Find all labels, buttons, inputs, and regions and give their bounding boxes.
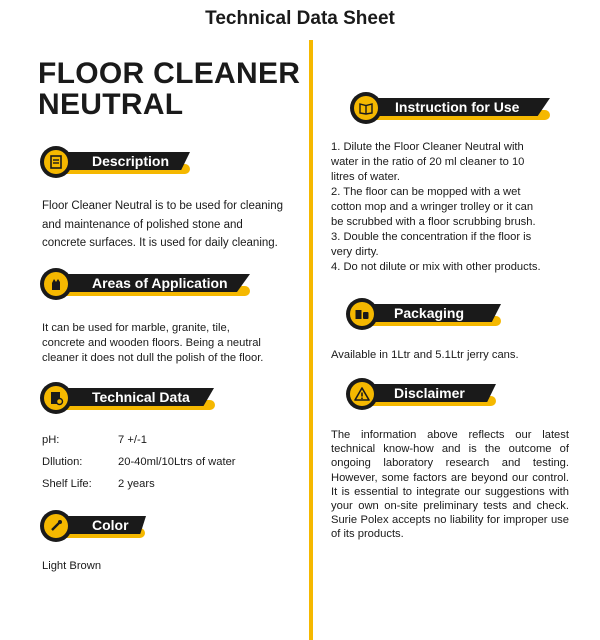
glove-icon	[48, 276, 64, 292]
description-text	[42, 197, 283, 253]
book-icon	[358, 100, 374, 116]
technical-label: pH:	[42, 434, 60, 446]
technical-label: Shelf Life:	[42, 478, 92, 490]
areas-line: cleaner it does not dull the polish of the floor.	[42, 352, 264, 364]
disclaimer-text: The information above reflects our latest technical know-how and is the outcome of ongoing laboratory research and testing. However, some factors are beyond our control. It is essential to integrate our suggestions with your own on-site preliminary tests and check. Surie Polex accepts no liability for improper use of its products.	[331, 429, 569, 541]
packaging-badge	[346, 298, 378, 330]
warning-icon	[354, 386, 370, 402]
instruction-line: litres of water.	[331, 171, 401, 183]
areas-heading: Areas of Application	[92, 275, 228, 291]
instructions-header	[350, 92, 550, 124]
areas-text	[42, 321, 263, 366]
description-heading: Description	[92, 153, 170, 169]
product-title-line-2: NEUTRAL	[38, 88, 184, 121]
datasheet-icon	[48, 390, 64, 406]
document-icon	[48, 154, 64, 170]
technical-heading: Technical Data	[92, 389, 190, 405]
technical-value: 20-40ml/10Ltrs of water	[118, 456, 236, 468]
column-divider	[309, 40, 313, 640]
instruction-line: 1. Dilute the Floor Cleaner Neutral with	[331, 141, 524, 153]
technical-rows	[42, 434, 302, 494]
technical-badge	[40, 382, 72, 414]
description-header	[40, 146, 190, 178]
containers-icon	[354, 306, 370, 322]
instruction-line: cotton mop and a wringer trolley or it can	[331, 201, 534, 213]
technical-label: Dllution:	[42, 456, 83, 468]
color-header	[40, 510, 145, 542]
color-heading: Color	[92, 517, 129, 533]
description-badge	[40, 146, 72, 178]
disclaimer-heading: Disclaimer	[394, 385, 465, 401]
packaging-text: Available in 1Ltr and 5.1Ltr jerry cans.	[331, 349, 519, 361]
description-line: concrete surfaces. It is used for daily cleaning.	[42, 237, 278, 249]
areas-line: It can be used for marble, granite, tile,	[42, 322, 230, 334]
areas-badge	[40, 268, 72, 300]
instruction-line: very dirty.	[331, 246, 379, 258]
instruction-line: be scrubbed with a floor scrubbing brush.	[331, 216, 536, 228]
sheet-title: Technical Data Sheet	[205, 8, 395, 29]
instructions-heading: Instruction for Use	[395, 99, 520, 115]
instructions-list	[331, 140, 541, 275]
instruction-line: 4. Do not dilute or mix with other products.	[331, 261, 541, 273]
areas-line: concrete and wooden floors. Being a neutral	[42, 337, 261, 349]
packaging-heading: Packaging	[394, 305, 465, 321]
instructions-badge	[350, 92, 382, 124]
areas-header	[40, 268, 250, 300]
description-line: Floor Cleaner Neutral is to be used for cleaning	[42, 200, 283, 212]
disclaimer-header	[346, 378, 496, 410]
product-title-line-1: FLOOR CLEANER	[38, 57, 301, 90]
product-title	[38, 58, 300, 120]
color-value: Light Brown	[42, 560, 102, 572]
disclaimer-badge	[346, 378, 378, 410]
description-line: and maintenance of polished stone and	[42, 218, 243, 231]
packaging-header	[346, 298, 501, 330]
technical-value: 2 years	[118, 478, 155, 490]
instruction-line: water in the ratio of 20 ml cleaner to 10	[331, 156, 525, 168]
technical-header	[40, 382, 215, 414]
dropper-icon	[48, 518, 64, 534]
instruction-line: 3. Double the concentration if the floor is	[331, 231, 532, 243]
color-badge	[40, 510, 72, 542]
technical-value: 7 +/-1	[118, 434, 147, 446]
instruction-line: 2. The floor can be mopped with a wet	[331, 186, 521, 198]
